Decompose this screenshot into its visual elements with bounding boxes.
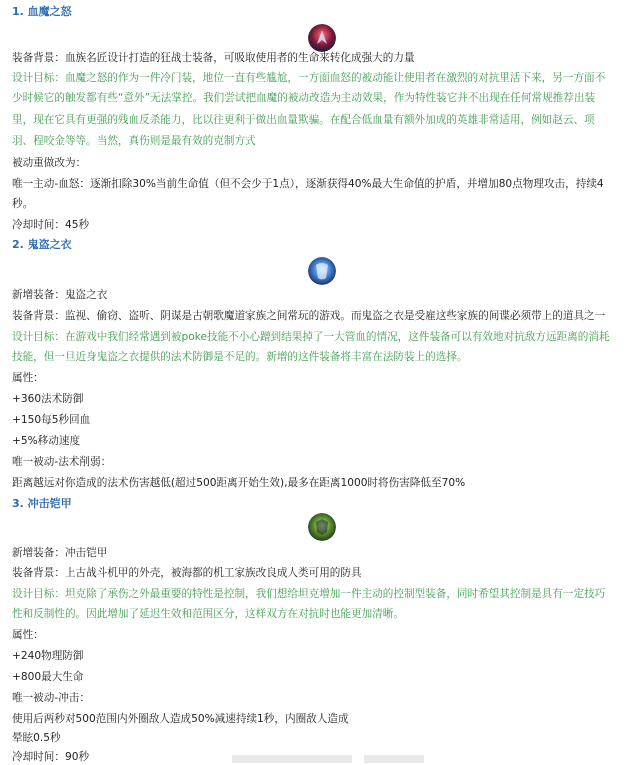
- watermark-strip: [232, 755, 352, 763]
- s2-attr-3: +5%移动速度: [12, 435, 81, 447]
- s2-new-item: 新增装备：鬼盗之衣: [12, 289, 108, 301]
- s2-attr-1: +360法术防御: [12, 393, 84, 405]
- s1-design-3: 里，现在它具有更强的残血反杀能力，比以往更利于做出血量欺骗。在配合低血量有额外加成的英雄非常适用，例如赵云、项: [12, 114, 595, 126]
- s3-cooldown: 冷却时间：90秒: [12, 751, 90, 763]
- s1-design-2: 少时候它的触发都有些“意外”无法掌控。我们尝试把血魔的被动改造为主动效果，作为特性装它并不出现在任何常规推荐出装: [12, 92, 596, 104]
- s2-attr-2: +150每5秒回血: [12, 414, 91, 426]
- s3-passive-label: 唯一被动-冲击：: [12, 692, 90, 704]
- s1-cooldown: 冷却时间：45秒: [12, 219, 90, 231]
- s1-active-2: 秒。: [12, 198, 34, 210]
- s2-passive-desc: 距离越远对你造成的法术伤害越低(超过500距离开始生效),最多在距离1000时将伤害降低至70%: [12, 477, 466, 489]
- s2-design-1: 设计目标：在游戏中我们经常遇到被poke技能不小心蹭到结果掉了一大管血的情况，这件装备可以有效地对抗敌方远距离的消耗: [12, 331, 610, 343]
- s1-background: 装备背景：血族名匠设计打造的狂战士装备，可吸取使用者的生命来转化成强大的力量: [12, 52, 415, 64]
- watermark-strip: [364, 755, 424, 763]
- impact-armor-icon: [308, 513, 336, 541]
- section-heading-3: 3. 冲击铠甲: [12, 497, 72, 510]
- s3-attr-label: 属性：: [12, 629, 44, 641]
- s1-rework-label: 被动重做改为：: [12, 157, 87, 169]
- s3-attr-2: +800最大生命: [12, 671, 84, 683]
- s3-new-item: 新增装备：冲击铠甲: [12, 547, 108, 559]
- s3-design-1: 设计目标：坦克除了承伤之外最重要的特性是控制，我们想给坦克增加一件主动的控制型装备，同时希望其控制是具有一定技巧: [12, 588, 606, 600]
- section-heading-1: 1. 血魔之怒: [12, 5, 72, 18]
- s3-background: 装备背景：上古战斗机甲的外壳，被海都的机工家族改良成人类可用的防具: [12, 567, 362, 579]
- s1-design-4: 羽、程咬金等等。当然，真伤则是最有效的克制方式: [12, 135, 256, 147]
- s2-passive-label: 唯一被动-法术削弱：: [12, 456, 112, 468]
- blood-demon-item-icon: [308, 24, 336, 52]
- s1-active-1: 唯一主动-血怒：逐渐扣除30%当前生命值（但不会少于1点），逐渐获得40%最大生命值的护盾，并增加80点物理攻击，持续4: [12, 178, 604, 190]
- ghost-thief-cloak-icon: [308, 257, 336, 285]
- s3-stun: 晕眩0.5秒: [12, 732, 61, 744]
- s2-background: 装备背景：监视、偷窃、盗听、阴谋是古朝歌魔道家族之间常玩的游戏。而鬼盗之衣是受雇这些家族的间谍必须带上的道具之一: [12, 310, 606, 322]
- section-heading-2: 2. 鬼盗之衣: [12, 238, 72, 251]
- s2-design-2: 技能，但一旦近身鬼盗之衣提供的法术防御是不足的。新增的这件装备将丰富在法防装上的选择。: [12, 351, 468, 363]
- s3-passive-desc: 使用后两秒对500范围内外圈敌人造成50%减速持续1秒，内圈敌人造成: [12, 713, 349, 725]
- s1-design-1: 设计目标：血魔之怒的作为一件冷门装，地位一直有些尴尬，一方面血怒的被动能让使用者在激烈的对抗里活下来，另一方面不: [12, 72, 606, 84]
- s3-design-2: 性和反制性的。因此增加了延迟生效和范围区分，这样双方在对抗时也能更加清晰。: [12, 608, 404, 620]
- s2-attr-label: 属性：: [12, 372, 44, 384]
- s3-attr-1: +240物理防御: [12, 650, 84, 662]
